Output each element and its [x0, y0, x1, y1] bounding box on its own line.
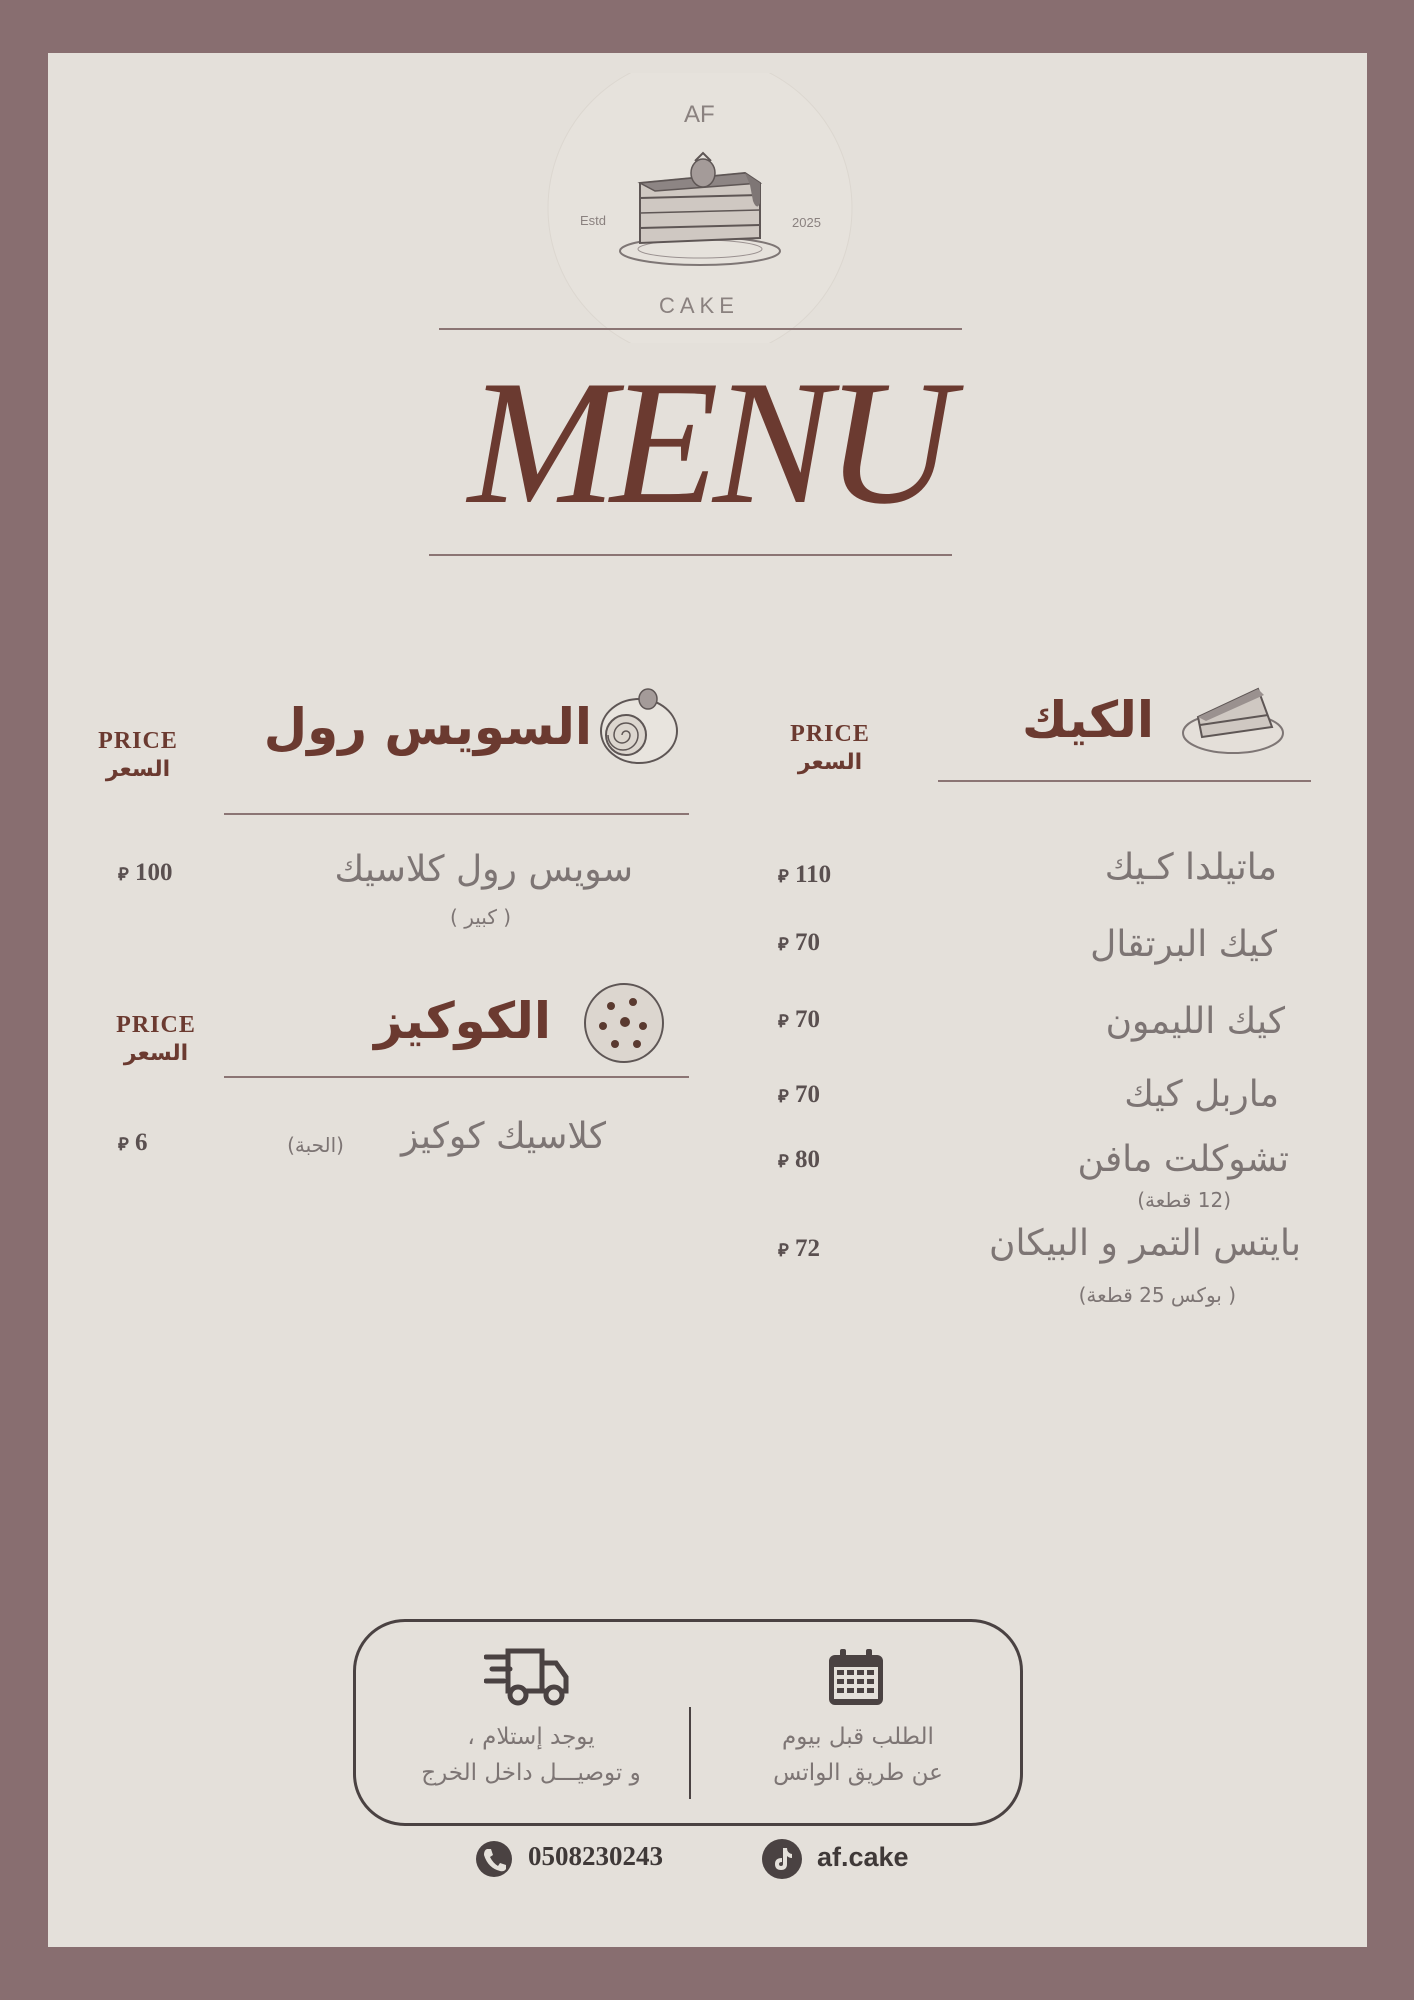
delivery-line-1: يوجد إستلام ،	[467, 1724, 595, 1750]
swiss-roll-icon	[596, 683, 682, 773]
menu-item-note: ( بوكس 25 قطعة)	[1078, 1283, 1236, 1307]
info-divider	[689, 1707, 691, 1799]
swiss-price-header	[78, 726, 198, 784]
cake-section-rule	[938, 780, 1311, 782]
cookies-price-ar: السعر	[123, 1041, 189, 1066]
title-bottom-rule	[429, 554, 952, 556]
cake-price-ar: السعر	[797, 750, 863, 775]
title-top-rule	[439, 328, 962, 330]
menu-item-note: ( كبير )	[450, 905, 511, 929]
menu-item-name: كيك الليمون	[1105, 1001, 1285, 1042]
tiktok-handle[interactable]: af.cake	[817, 1842, 909, 1872]
order-info-box	[353, 1619, 1023, 1826]
order-line-1: الطلب قبل بيوم	[782, 1724, 934, 1750]
menu-item-name: تشوكلت مافن	[1077, 1139, 1289, 1180]
cookie-icon	[581, 980, 667, 1070]
menu-item-price: ⃁ 70	[778, 929, 820, 956]
menu-item-name: بايتس التمر و البيكان	[989, 1223, 1301, 1264]
cookies-section-title: الكوكيز	[374, 992, 551, 1050]
tiktok-icon	[762, 1839, 802, 1879]
logo-initials: AF	[684, 101, 715, 128]
cake-price-header	[770, 719, 890, 777]
menu-item-note: (الحبة)	[287, 1133, 344, 1157]
brand-logo	[545, 73, 855, 343]
menu-item-price: ⃁ 70	[778, 1081, 820, 1108]
cake-section-title: الكيك	[1022, 691, 1154, 749]
phone-number[interactable]: 0508230243	[528, 1841, 663, 1871]
menu-item-price: ⃁ 110	[778, 861, 832, 888]
delivery-info-text	[386, 1720, 676, 1791]
menu-sheet	[48, 53, 1367, 1947]
menu-item-price: ⃁ 6	[118, 1129, 148, 1156]
swiss-price-en: PRICE	[98, 728, 178, 754]
delivery-truck-icon	[484, 1647, 570, 1711]
swiss-roll-section-title: السويس رول	[263, 698, 592, 756]
menu-item-note: (12 قطعة)	[1137, 1188, 1231, 1212]
cake-slice-icon	[1180, 675, 1286, 764]
swiss-roll-section-rule	[224, 813, 689, 815]
cookies-price-en: PRICE	[116, 1012, 196, 1038]
cookies-price-header	[96, 1010, 216, 1068]
order-info-text	[748, 1720, 968, 1791]
calendar-icon	[826, 1647, 886, 1711]
menu-item-name: ماتيلدا كـيك	[1104, 847, 1277, 888]
menu-item-price: ⃁ 72	[778, 1235, 820, 1262]
phone-icon	[476, 1841, 512, 1877]
menu-title: MENU	[467, 343, 949, 541]
logo-estd: Estd	[580, 213, 607, 228]
menu-item-price: ⃁ 100	[118, 859, 173, 886]
menu-item-name: ماربل كيك	[1124, 1074, 1279, 1115]
menu-item-name: كلاسيك كوكيز	[400, 1116, 606, 1157]
delivery-line-2: و توصيـــل داخل الخرج	[421, 1759, 641, 1786]
menu-item-price: ⃁ 70	[778, 1006, 820, 1033]
order-line-2: عن طريق الواتس	[773, 1759, 943, 1786]
menu-item-price: ⃁ 80	[778, 1146, 820, 1173]
swiss-price-ar: السعر	[105, 757, 171, 782]
menu-item-name: كيك البرتقال	[1090, 924, 1277, 965]
cake-price-en: PRICE	[790, 721, 870, 747]
logo-year: 2025	[792, 215, 821, 230]
cookies-section-rule	[224, 1076, 689, 1078]
menu-item-name: سويس رول كلاسيك	[334, 849, 633, 890]
logo-name: CAKE	[659, 293, 739, 318]
